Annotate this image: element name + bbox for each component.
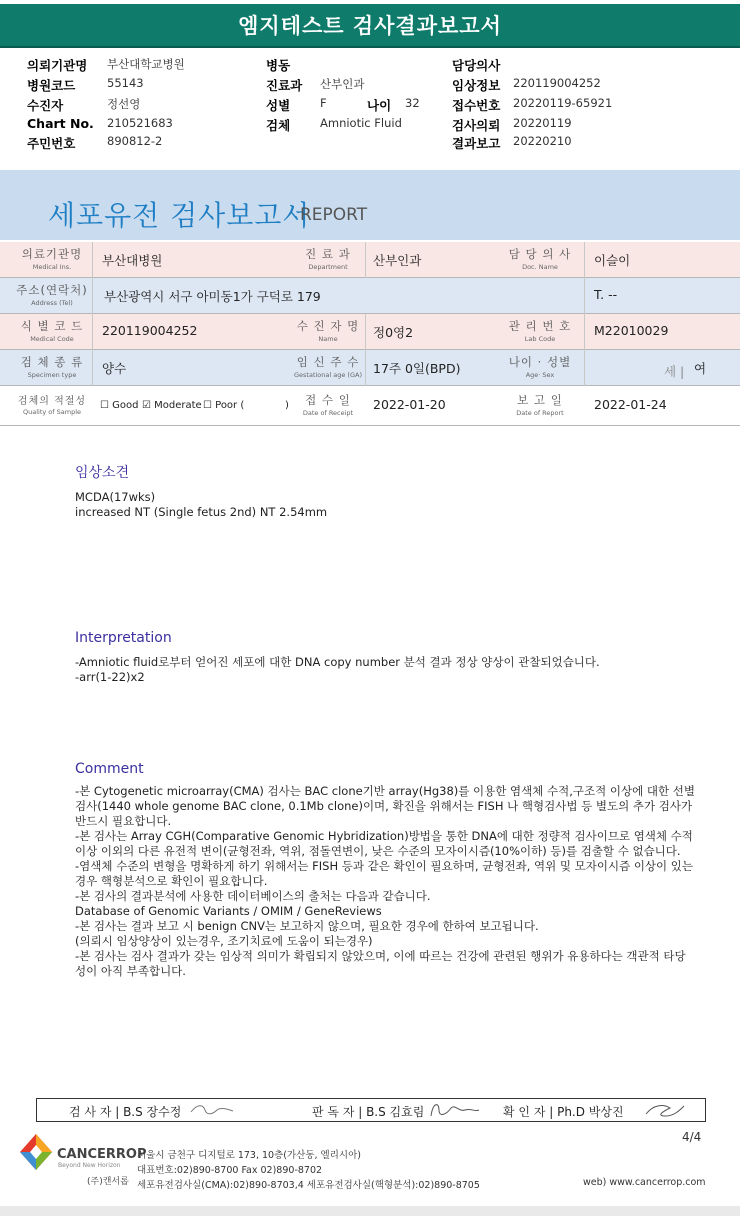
info-value: M22010029 xyxy=(594,323,669,338)
header-value: 890812-2 xyxy=(107,134,163,148)
info-value: 양수 xyxy=(102,361,127,376)
section-title-comment: Comment xyxy=(75,761,144,777)
header-label: Chart No. xyxy=(27,116,94,131)
header-label: 의뢰기관명 xyxy=(27,58,88,73)
section-body-clinical: MCDA(17wks) increased NT (Single fetus 2nd) NT 2.54mm xyxy=(75,490,328,519)
info-label xyxy=(12,282,92,307)
info-label-ko: 보 고 일 xyxy=(517,393,563,407)
info-value: 2022-01-24 xyxy=(594,397,667,412)
header-value: 32 xyxy=(405,96,420,110)
divider xyxy=(584,242,585,278)
header-label: 검사의뢰 xyxy=(452,118,501,133)
info-label xyxy=(12,246,92,271)
signature-tester-mark xyxy=(187,1100,237,1120)
footer-lab-phone: 세포유전검사실(CMA):02)890-8703,4 세포유전검사실(핵형분석):02)890-8705 xyxy=(137,1180,480,1191)
info-label xyxy=(12,318,92,343)
header-info xyxy=(0,56,740,156)
report-title-en: REPORT xyxy=(300,205,368,225)
divider xyxy=(584,314,585,350)
info-label xyxy=(12,392,92,416)
info-label-en: Lab Code xyxy=(524,335,556,343)
info-label-en: Doc. Name xyxy=(522,263,558,271)
info-label xyxy=(12,354,92,379)
quality-option-poor-close: ) xyxy=(285,400,289,411)
footer-phone: 대표번호:02)890-8700 Fax 02)890-8702 xyxy=(137,1165,323,1176)
info-label-ko: 의료기관명 xyxy=(21,247,83,261)
header-value: 부산대학교병원 xyxy=(107,57,185,71)
report-banner xyxy=(0,170,740,240)
header-label: 수진자 xyxy=(27,98,64,113)
signature-box xyxy=(36,1098,706,1122)
header-label: 병원코드 xyxy=(27,78,76,93)
page-number: 4/4 xyxy=(682,1130,702,1144)
info-label xyxy=(288,392,368,417)
signature-tester: 검 사 자 | B.S 장수정 xyxy=(69,1105,182,1119)
divider xyxy=(365,350,366,386)
info-label-ko: 수 진 자 명 xyxy=(296,319,360,333)
info-value: 산부인과 xyxy=(373,253,422,268)
info-label-ko: 진 료 과 xyxy=(305,247,351,261)
info-label xyxy=(288,246,368,271)
footer-brand-tagline: Beyond New Horizon xyxy=(58,1162,121,1169)
header-row-3 xyxy=(0,96,740,114)
info-label-ko: 접 수 일 xyxy=(305,393,351,407)
bottom-bar xyxy=(0,1206,740,1216)
header-row-1 xyxy=(0,56,740,74)
info-row-codes xyxy=(0,314,740,350)
header-row-2 xyxy=(0,76,740,94)
divider xyxy=(584,278,585,314)
header-value: 20220210 xyxy=(513,134,572,148)
info-row-quality xyxy=(0,386,740,426)
header-value: 220119004252 xyxy=(513,76,601,90)
info-label-ko: 검 체 종 류 xyxy=(20,355,84,369)
info-label-ko: 식 별 코 드 xyxy=(20,319,84,333)
divider xyxy=(92,350,93,386)
info-value: T. -- xyxy=(594,287,618,302)
info-row-address xyxy=(0,278,740,314)
page-title: 엠지테스트 검사결과보고서 xyxy=(238,14,502,38)
section-title-clinical: 임상소견 xyxy=(75,465,130,481)
cancerrop-logo-icon xyxy=(18,1132,54,1172)
info-label-ko: 나이 · 성별 xyxy=(508,355,572,369)
info-value: 정0영2 xyxy=(373,325,414,340)
info-value: 17주 0일(BPD) xyxy=(373,361,461,376)
info-label xyxy=(500,246,580,271)
info-label-en: Specimen type xyxy=(27,371,77,379)
header-row-4 xyxy=(0,116,740,134)
header-label: 검체 xyxy=(266,118,291,133)
signature-confirmer-mark xyxy=(642,1100,687,1120)
footer-address: 서울시 금천구 디지털로 173, 10층(가산동, 엘리시아) xyxy=(137,1150,361,1161)
header-value: 20220119-65921 xyxy=(513,96,613,110)
info-row-specimen xyxy=(0,350,740,386)
title-bar xyxy=(0,4,740,48)
header-value: 정선영 xyxy=(107,97,141,111)
info-label-en: Name xyxy=(318,335,338,343)
info-label-en: Medical Ins. xyxy=(32,263,72,271)
info-label-ko: 임 신 주 수 xyxy=(296,355,360,369)
info-label-en: Medical Code xyxy=(30,335,74,343)
header-row-5 xyxy=(0,134,740,152)
info-value: 220119004252 xyxy=(102,323,198,338)
info-value: 부산광역시 서구 아미동1가 구덕로 179 xyxy=(104,289,321,304)
quality-option-moderate[interactable]: ☑ Moderate xyxy=(142,400,202,411)
header-label: 진료과 xyxy=(266,78,303,93)
quality-option-poor[interactable]: ☐ Poor ( xyxy=(203,400,245,411)
signature-reader-mark xyxy=(427,1100,482,1120)
info-row-institution xyxy=(0,242,740,278)
footer-brand-kr: (주)캔서롭 xyxy=(87,1177,129,1187)
info-value: 이슬이 xyxy=(594,253,631,268)
header-label: 주민번호 xyxy=(27,136,76,151)
divider xyxy=(92,278,93,314)
section-title-interpretation: Interpretation xyxy=(75,630,172,646)
header-label: 접수번호 xyxy=(452,98,501,113)
footer-web[interactable]: web) www.cancerrop.com xyxy=(583,1177,706,1188)
header-label: 담당의사 xyxy=(452,58,501,73)
divider xyxy=(92,314,93,350)
info-label-ko: 주소(연락처) xyxy=(16,283,88,297)
header-value: 210521683 xyxy=(107,116,173,130)
header-value: 산부인과 xyxy=(320,77,365,91)
info-value: 2022-01-20 xyxy=(373,397,446,412)
signature-reader: 판 독 자 | B.S 김효림 xyxy=(312,1105,425,1119)
info-label-en: Quality of Sample xyxy=(23,408,81,416)
header-label: 병동 xyxy=(266,58,291,73)
header-value: 55143 xyxy=(107,76,144,90)
info-value-age: 세 | xyxy=(664,364,685,379)
quality-option-good[interactable]: ☐ Good xyxy=(100,400,139,411)
footer-brand: CANCERROP xyxy=(57,1147,147,1162)
info-label xyxy=(500,392,580,417)
divider xyxy=(92,242,93,278)
divider xyxy=(584,350,585,386)
info-label xyxy=(500,318,580,343)
info-label-ko: 검체의 적절성 xyxy=(17,396,87,407)
info-label-en: Date of Receipt xyxy=(302,409,354,417)
info-label-en: Gestational age (GA) xyxy=(294,371,362,379)
header-value: F xyxy=(320,96,327,110)
info-label xyxy=(500,354,580,379)
info-label-en: Age· Sex xyxy=(525,371,555,379)
header-label: 결과보고 xyxy=(452,136,501,151)
signature-confirmer: 확 인 자 | Ph.D 박상진 xyxy=(503,1105,624,1119)
info-value: 부산대병원 xyxy=(102,253,163,268)
header-label: 성별 xyxy=(266,98,291,113)
report-title: 세포유전 검사보고서 xyxy=(48,199,311,232)
header-label: 나이 xyxy=(367,98,392,113)
info-label-en: Department xyxy=(308,263,348,271)
divider xyxy=(365,314,366,350)
header-value: Amniotic Fluid xyxy=(320,116,402,130)
info-label-ko: 담 당 의 사 xyxy=(508,247,572,261)
header-value: 20220119 xyxy=(513,116,572,130)
info-value-sex: 여 xyxy=(694,361,707,376)
info-label xyxy=(288,354,368,379)
section-body-interpretation: -Amniotic fluid로부터 얻어진 세포에 대한 DNA copy number 분석 결과 정상 양상이 관찰되었습니다. -arr(1-22)x2 xyxy=(75,655,600,684)
info-label-en: Address (Tel) xyxy=(31,299,73,307)
header-label: 임상정보 xyxy=(452,78,501,93)
info-label xyxy=(288,318,368,343)
info-label-en: Date of Report xyxy=(516,409,564,417)
section-body-comment: -본 Cytogenetic microarray(CMA) 검사는 BAC clone기반 array(Hg38)를 이용한 염색체 수적,구조적 이상에 대한 선별검사(1440 whole genome BAC clone, 0.1Mb clone)이며, 확진을 위해서는 FISH 나 핵형검사법 등 별도의 추가 검사가 반드시 필요합니다. -본 검사는 Array CGH(Comparative Genomic Hybridization)방법을 통한 DNA에 대한 정량적 검사이므로 염색체 수적 이상 이외의 다른 유전적 변이(균형전좌, 역위, 점돌연변이, 낮은 수준의 모자이시즘(10%이하) 등)를 검출할 수 없습니다. -염색체 수준의 변형을 명확하게 하기 위해서는 FISH 등과 같은 확인이 필요하며, 균형전좌, 역위 및 모자이시즘 이상이 있는 경우 핵형분석으로 확인이 필요합니다. -본 검사의 결과분석에 사용한 데이터베이스의 출처는 다음과 같습니다. Database of Genomic Variants / OMIM / GeneReviews -본 검사는 결과 보고 시 benign CNV는 보고하지 않으며, 필요한 경우에 한하여 보고됩니다. (의뢰시 임상양상이 있는경우, 조기치료에 도움이 되는경우) -본 검사는 검사 결과가 갖는 임상적 의미가 확립되지 않았으며, 이에 따르는 건강에 관련된 행위가 유용하다는 객관적 타당성이 아직 부족합니다. xyxy=(75,784,695,978)
info-label-ko: 관 리 번 호 xyxy=(508,319,572,333)
divider xyxy=(365,242,366,278)
